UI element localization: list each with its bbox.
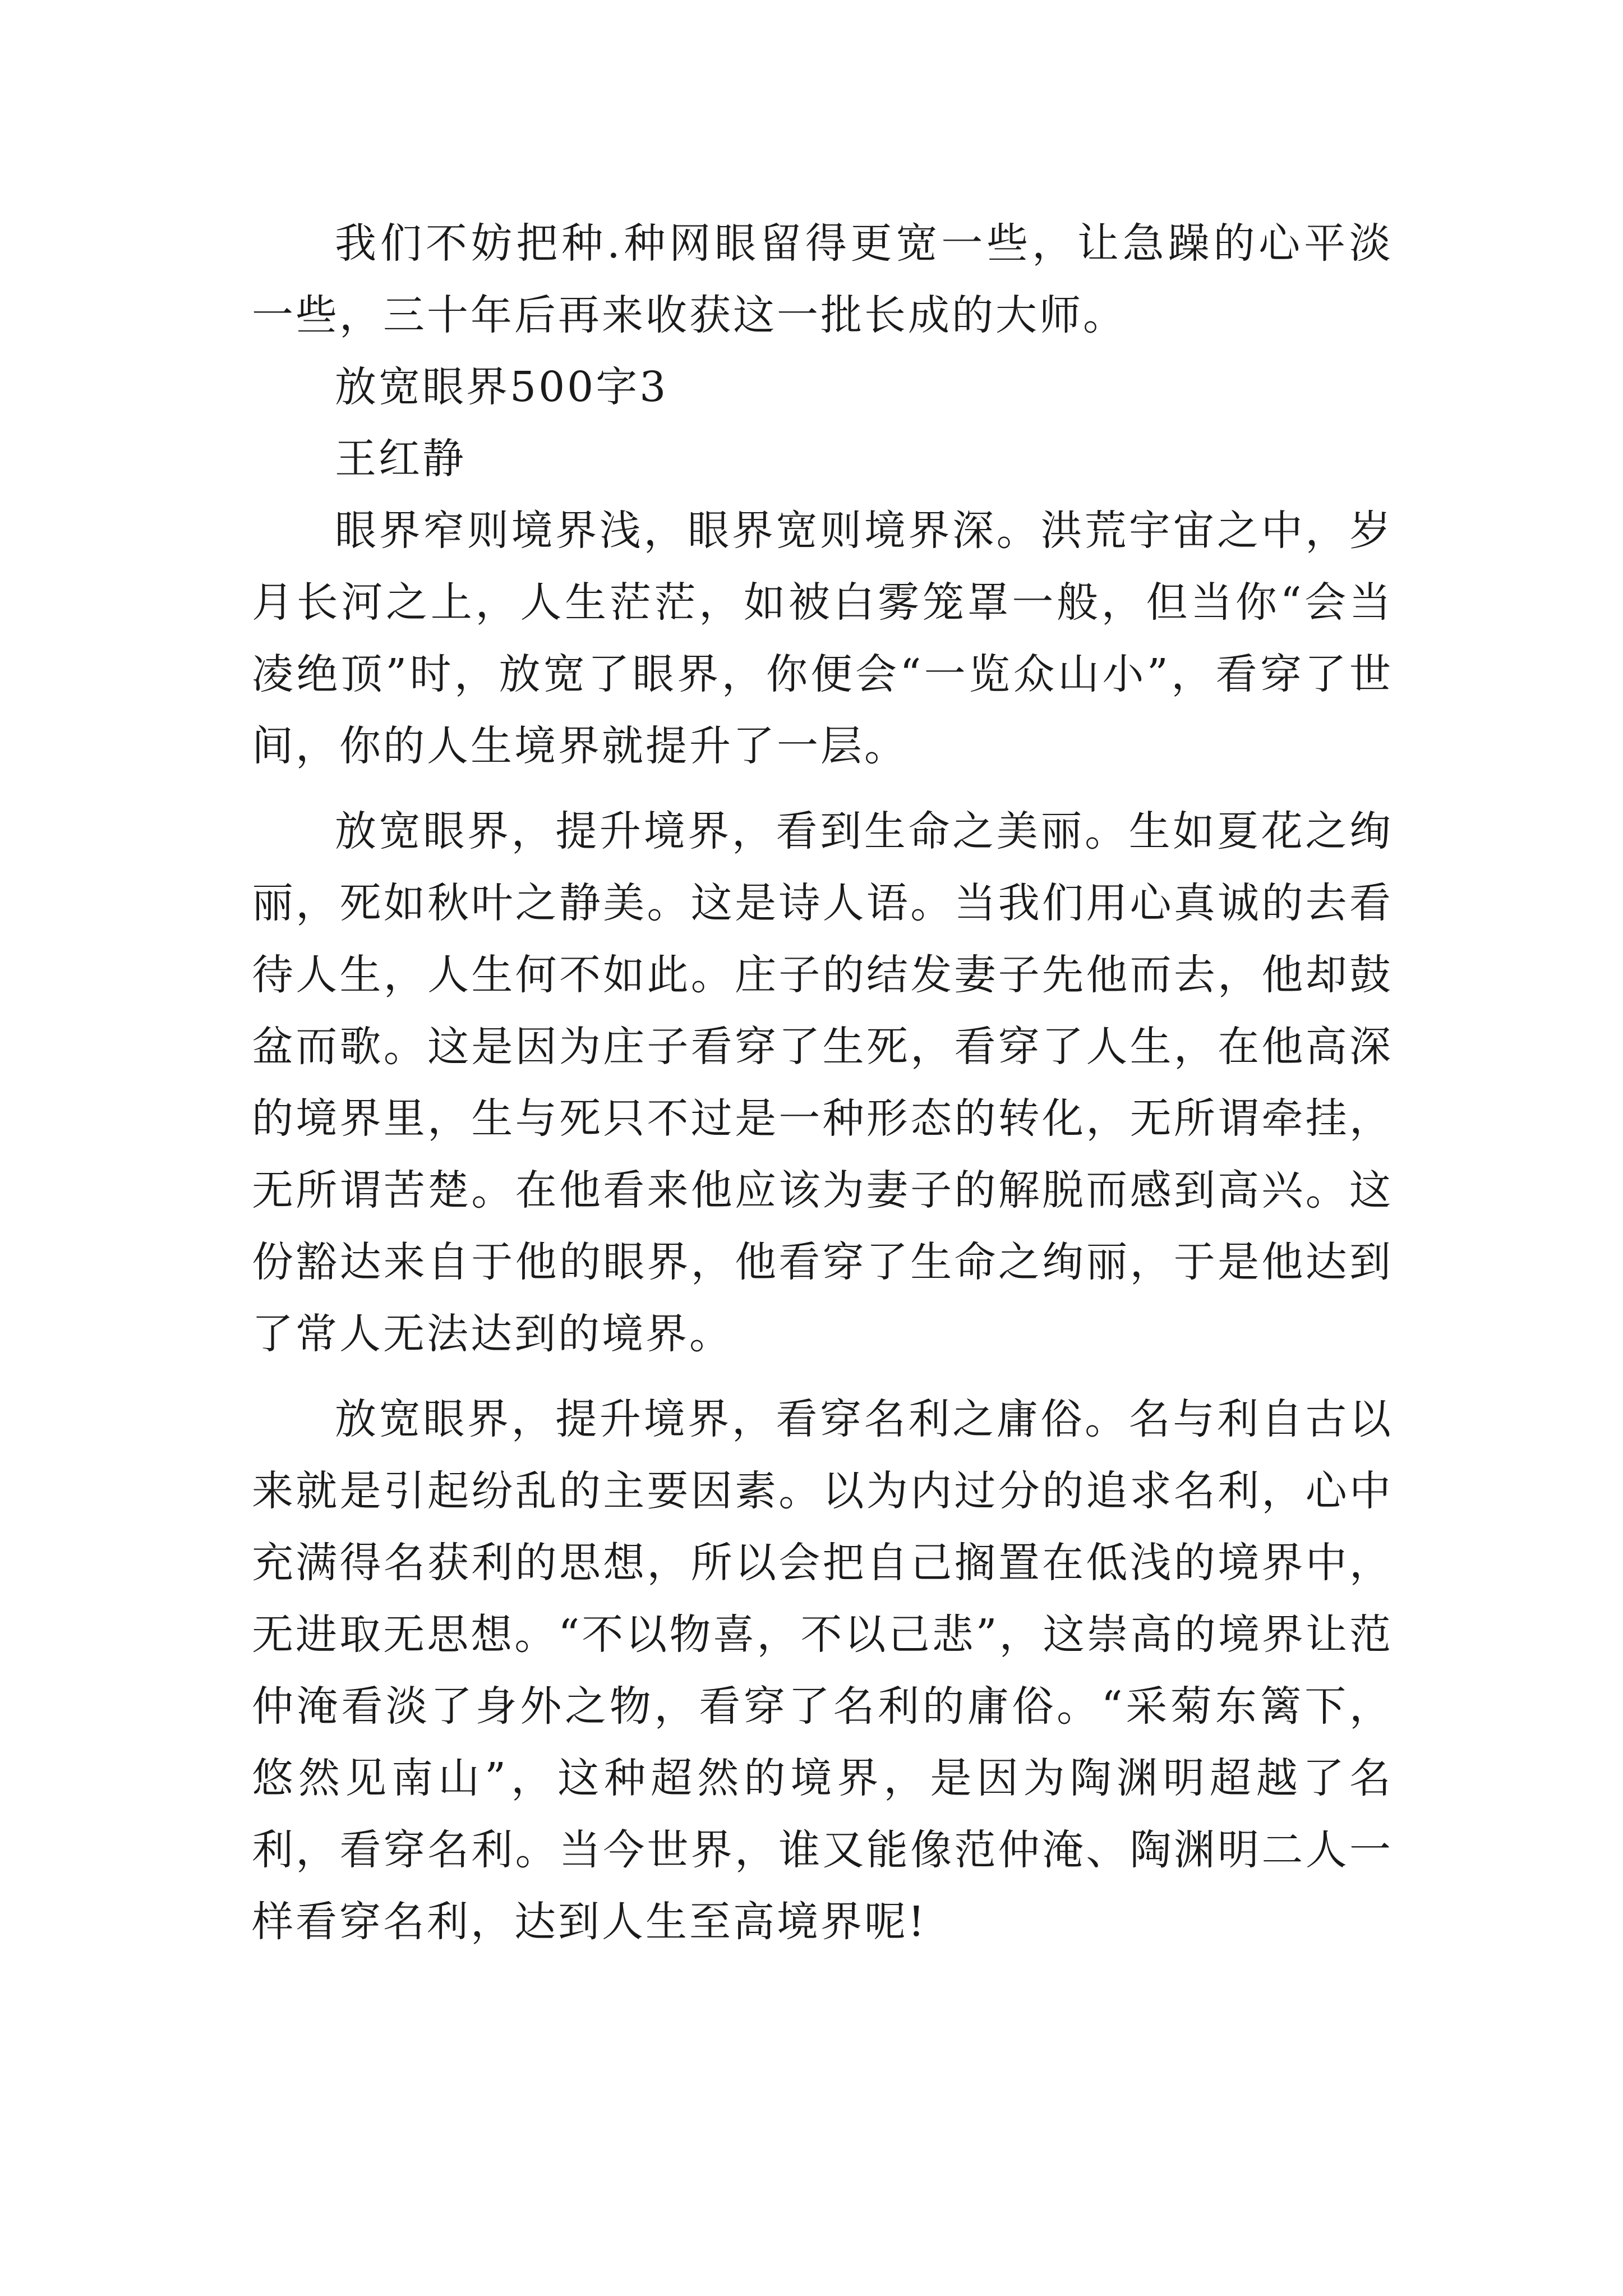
essay-title: 放宽眼界500字3	[335, 363, 668, 411]
document-body	[252, 208, 1393, 1958]
essay-author: 王红静	[335, 435, 466, 483]
paragraph-2: 放宽眼界，提升境界，看到生命之美丽。生如夏花之绚丽，死如秋叶之静美。这是诗人语。当我们用心真诚的去看待人生，人生何不如此。庄子的结发妻子先他而去，他却鼓盆而歌。这是因为庄子看穿了生死，看穿了人生，在他高深的境界里，生与死只不过是一种形态的转化，无所谓牵挂，无所谓苦楚。在他看来他应该为妻子的解脱而感到高兴。这份豁达来自于他的眼界，他看穿了生命之绚丽，于是他达到了常人无法达到的境界。	[252, 807, 1393, 1358]
paragraph-3: 放宽眼界，提升境界，看穿名利之庸俗。名与利自古以来就是引起纷乱的主要因素。以为内过分的追求名利，心中充满得名获利的思想，所以会把自己搁置在低浅的境界中，无进取无思想。“不以物喜，不以己悲”，这崇高的境界让范仲淹看淡了身外之物，看穿了名利的庸俗。“采菊东篱下，悠然见南山”，这种超然的境界，是因为陶渊明超越了名利，看穿名利。当今世界，谁又能像范仲淹、陶渊明二人一样看穿名利，达到人生至高境界呢!	[252, 1395, 1393, 1946]
paragraph-intro-end: 我们不妨把种.种网眼留得更宽一些，让急躁的心平淡一些，三十年后再来收获这一批长成的大师。	[252, 219, 1393, 339]
paragraph-1: 眼界窄则境界浅，眼界宽则境界深。洪荒宇宙之中，岁月长河之上，人生茫茫，如被白雾笼罩一般，但当你“会当凌绝顶”时，放宽了眼界，你便会“一览众山小”，看穿了世间，你的人生境界就提升了一层。	[252, 507, 1393, 770]
